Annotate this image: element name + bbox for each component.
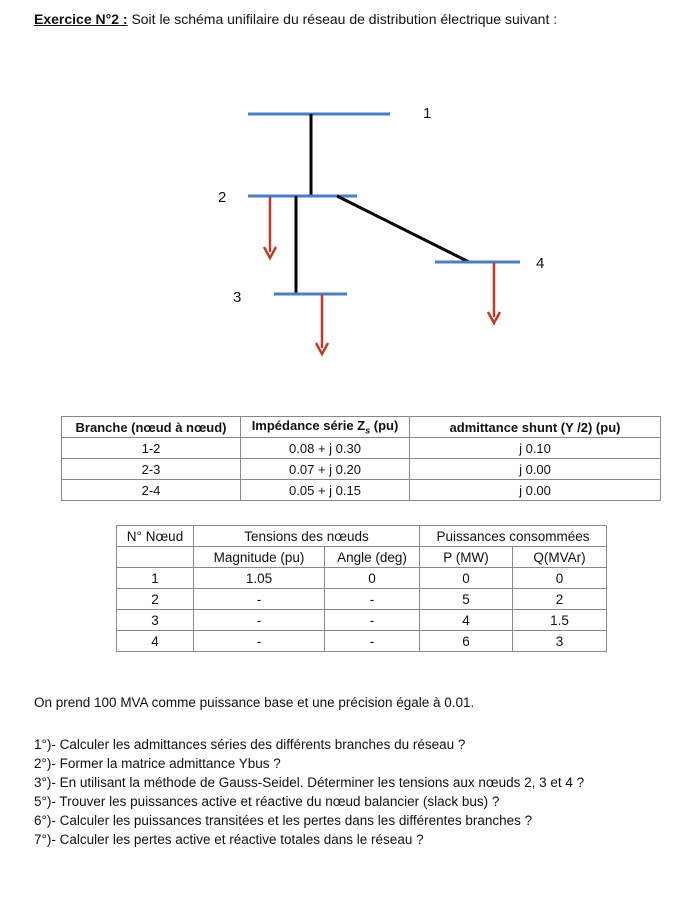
- cell: 2: [117, 589, 194, 610]
- col-p: P (MW): [420, 547, 513, 568]
- node-label-4: 4: [536, 255, 545, 272]
- cell: -: [325, 610, 420, 631]
- cell: j 0.00: [410, 480, 661, 501]
- cell: 0: [420, 568, 513, 589]
- cell: 2-4: [62, 480, 241, 501]
- line-2-4: [337, 196, 469, 262]
- cell: 5: [420, 589, 513, 610]
- node-label-3: 3: [233, 289, 242, 306]
- col-node: N° Nœud: [117, 526, 194, 547]
- table-subheader-row: [117, 547, 607, 568]
- question-2: 2°)- Former la matrice admittance Ybus ?: [34, 756, 281, 771]
- node-label-1: 1: [423, 105, 432, 122]
- table-row: [62, 459, 661, 480]
- table-row: [117, 631, 607, 652]
- node-table: [116, 525, 607, 652]
- question-7: 7°)- Calculer les pertes active et réactive totales dans le réseau ?: [34, 832, 424, 847]
- question-5: 5°)- Trouver les puissances active et réactive du nœud balancier (slack bus) ?: [34, 794, 500, 809]
- cell: 0: [513, 568, 607, 589]
- intro-text: On prend 100 MVA comme puissance base et une précision égale à 0.01.: [34, 695, 475, 710]
- exercise-label: Exercice N°2 :: [34, 11, 128, 27]
- branch-table: [61, 416, 661, 501]
- exercise-statement: Soit le schéma unifilaire du réseau de distribution électrique suivant :: [131, 11, 558, 27]
- cell: 3: [117, 610, 194, 631]
- col-shunt: admittance shunt (Y /2) (pu): [410, 417, 661, 438]
- table-row: [117, 589, 607, 610]
- question-6: 6°)- Calculer les puissances transitées et les pertes dans les différentes branches ?: [34, 813, 533, 828]
- cell: 6: [420, 631, 513, 652]
- cell: 3: [513, 631, 607, 652]
- table-row: [62, 480, 661, 501]
- load-arrow-node-2: [264, 197, 276, 258]
- cell: 1.05: [194, 568, 325, 589]
- cell: -: [194, 589, 325, 610]
- cell: [117, 547, 194, 568]
- cell: j 0.10: [410, 438, 661, 459]
- cell: 4: [117, 631, 194, 652]
- col-angle: Angle (deg): [325, 547, 420, 568]
- col-magnitude: Magnitude (pu): [194, 547, 325, 568]
- load-arrow-node-4: [488, 263, 500, 323]
- table-row: [117, 610, 607, 631]
- table-row: [62, 438, 661, 459]
- node-label-2: 2: [218, 189, 227, 206]
- cell: -: [325, 631, 420, 652]
- table-header-row: [117, 526, 607, 547]
- cell: j 0.00: [410, 459, 661, 480]
- col-impedance: Impédance série $Z_s$ (pu): [241, 417, 410, 438]
- cell: 0.07 + j 0.20: [241, 459, 410, 480]
- cell: -: [325, 589, 420, 610]
- cell: 0.05 + j 0.15: [241, 480, 410, 501]
- cell: 1-2: [62, 438, 241, 459]
- load-arrow-node-3: [316, 295, 328, 354]
- cell: 4: [420, 610, 513, 631]
- cell: 2: [513, 589, 607, 610]
- cell: 2-3: [62, 459, 241, 480]
- table-header-row: [62, 417, 661, 438]
- cell: -: [194, 610, 325, 631]
- cell: 1: [117, 568, 194, 589]
- question-3: 3°)- En utilisant la méthode de Gauss-Seidel. Déterminer les tensions aux nœuds 2, 3 et 4 ?: [34, 775, 585, 790]
- col-powers: Puissances consommées: [420, 526, 607, 547]
- cell: 1.5: [513, 610, 607, 631]
- single-line-diagram: [0, 0, 692, 400]
- cell: 0.08 + j 0.30: [241, 438, 410, 459]
- table-row: [117, 568, 607, 589]
- question-1: 1°)- Calculer les admittances séries des différents branches du réseau ?: [34, 737, 466, 752]
- col-voltages: Tensions des nœuds: [194, 526, 420, 547]
- cell: -: [194, 631, 325, 652]
- cell: 0: [325, 568, 420, 589]
- col-branch: Branche (nœud à nœud): [62, 417, 241, 438]
- col-q: Q(MVAr): [513, 547, 607, 568]
